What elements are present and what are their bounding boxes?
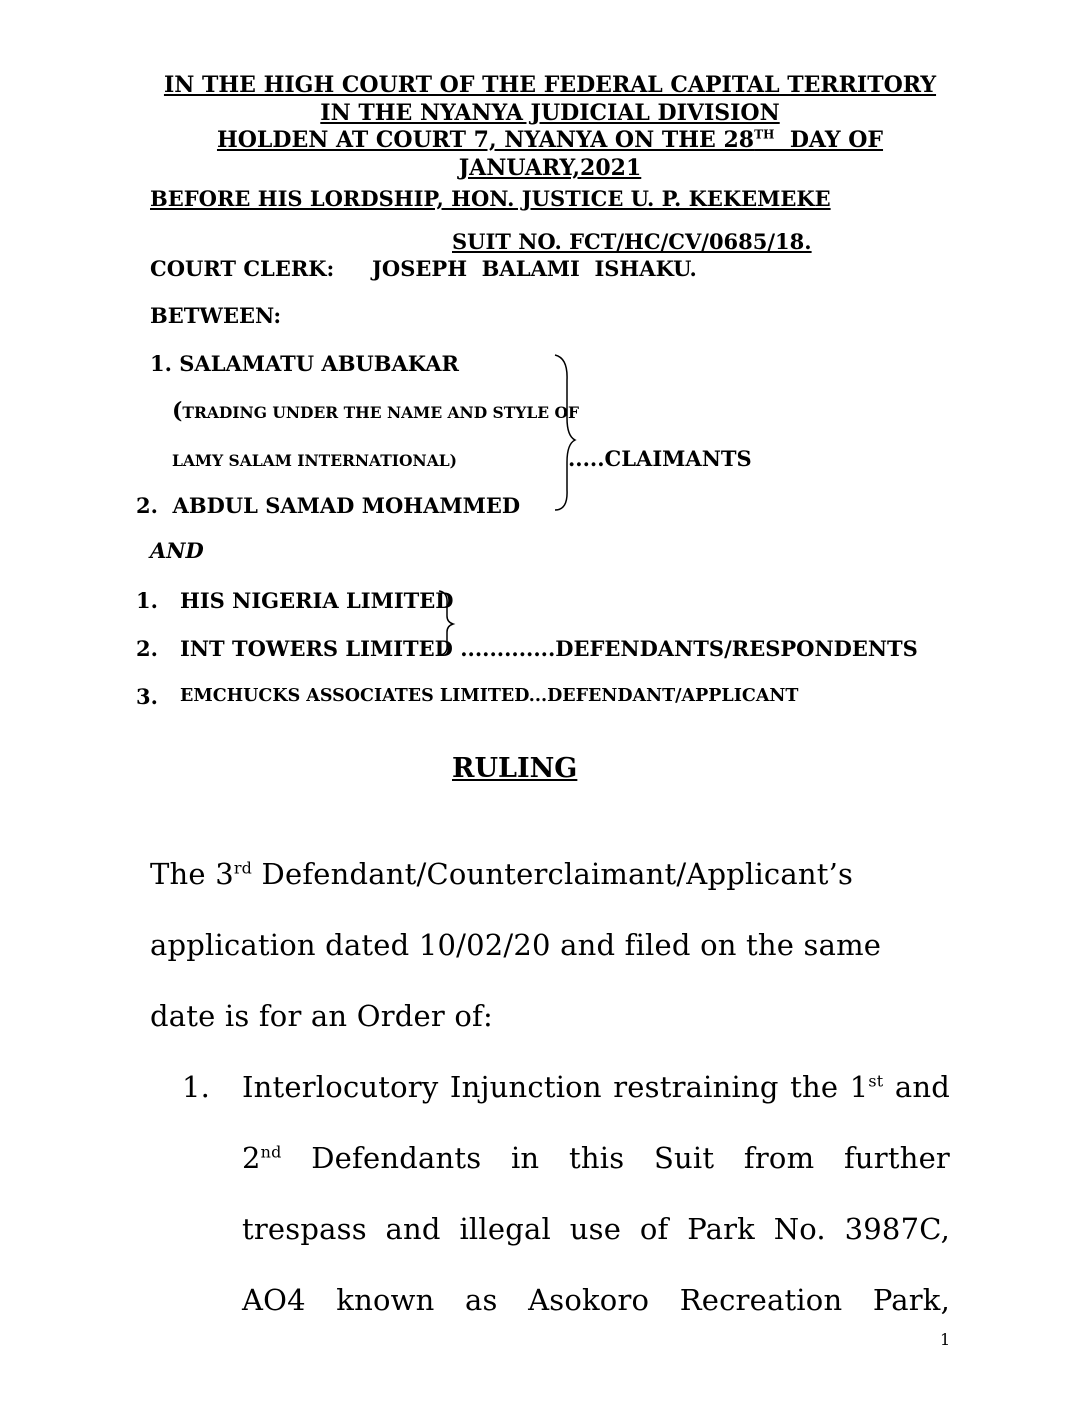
defendant-3-number: 3. <box>136 684 158 709</box>
division-title: IN THE NYANYA JUDICIAL DIVISION <box>320 100 780 126</box>
claimant-2: 2. ABDUL SAMAD MOHAMMED <box>136 493 521 518</box>
claimants-brace <box>550 350 580 515</box>
date-line: JANUARY,2021 <box>458 155 642 181</box>
and-label: AND <box>150 538 204 563</box>
defendant-1-number: 1. <box>136 588 158 613</box>
defendant-2: INT TOWERS LIMITED .............DEFENDANTS/RESPONDENTS <box>180 636 918 661</box>
claimant-1-trading-name: (TRADING UNDER THE NAME AND STYLE OF <box>172 398 579 424</box>
defendant-2-number: 2. <box>136 636 158 661</box>
claimants-role: .....CLAIMANTS <box>568 446 752 471</box>
holden-line: HOLDEN AT COURT 7, NYANYA ON THE 28TH DAY OF <box>216 127 884 153</box>
court-title: IN THE HIGH COURT OF THE FEDERAL CAPITAL TERRITORY <box>163 72 937 98</box>
defendant-3: EMCHUCKS ASSOCIATES LIMITED...DEFENDANT/APPLICANT <box>180 686 799 706</box>
page-number: 1 <box>940 1330 951 1349</box>
before-line: BEFORE HIS LORDSHIP, HON. JUSTICE U. P. KEKEMEKE <box>150 186 831 211</box>
court-clerk-label: COURT CLERK: <box>150 256 335 281</box>
claimant-1: 1. SALAMATU ABUBAKAR <box>150 351 459 376</box>
claimant-1-trading-name-line2: LAMY SALAM INTERNATIONAL) <box>172 451 457 470</box>
item-1-line-1: Interlocutory Injunction restraining the 1st and <box>242 1070 950 1104</box>
item-1-line-3: trespass and illegal use of Park No. 3987C, <box>242 1212 950 1246</box>
ruling-title: RULING <box>452 753 578 784</box>
defendants-brace <box>436 588 458 658</box>
body-line-2: application dated 10/02/20 and filed on the same <box>150 928 882 962</box>
defendant-1: HIS NIGERIA LIMITED <box>180 588 454 613</box>
court-clerk-name: JOSEPH BALAMI ISHAKU. <box>372 256 697 281</box>
item-1-number: 1. <box>182 1070 211 1104</box>
item-1-line-2: 2nd Defendants in this Suit from further <box>242 1141 950 1175</box>
item-1-line-4: AO4 known as Asokoro Recreation Park, <box>242 1283 950 1317</box>
between-label: BETWEEN: <box>150 303 282 328</box>
suit-number: SUIT NO. FCT/HC/CV/0685/18. <box>452 229 812 254</box>
body-line-3: date is for an Order of: <box>150 999 493 1033</box>
body-line-1: The 3rd Defendant/Counterclaimant/Applicant’s <box>150 857 854 891</box>
